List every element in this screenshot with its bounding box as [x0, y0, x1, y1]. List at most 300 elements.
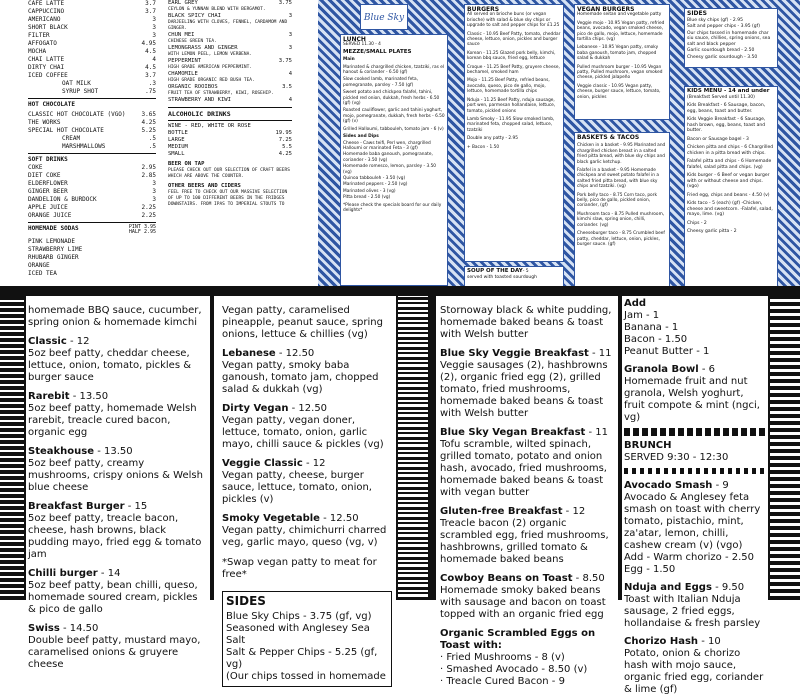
coffee-item-row — [28, 24, 156, 32]
blue-sky-logo — [360, 4, 408, 30]
burger-entry-price: - 13.50 — [94, 446, 133, 457]
soft-drink-item-row — [28, 204, 156, 212]
breakfast-entry — [440, 427, 616, 499]
vegan-entry-title — [222, 458, 392, 470]
lunch-title: LUNCH — [343, 36, 366, 43]
kids-sub: (Breakfast Served until 11.30) — [687, 94, 755, 100]
soft-drink-item-row — [28, 188, 156, 196]
breakfast-entry-desc: Homemade smoky baked beans with sausage and bacon on toast topped with an organic fried egg — [440, 585, 606, 620]
coffee-item-row — [28, 16, 156, 24]
vegan-entry-price: - 12.50 — [288, 403, 328, 414]
soft-drink-item-price: 3 — [152, 180, 156, 187]
kids-title: KIDS MENU - 14 and under — [687, 88, 770, 94]
specials-note: *Please check the specials board for our daily delights* — [343, 202, 442, 213]
breakfast-page-col3 — [436, 296, 618, 687]
tea-note: WITH LEMON PEEL, LEMON VERBENA. — [168, 52, 252, 57]
brunch-entry-name: Chorizo Hash — [624, 636, 699, 647]
burger-item: Lamb Smoky - 11.95 Slow smoked lamb, marinated feta, chopped salad, lettuce, tzatziki — [467, 116, 555, 133]
coffee-item-price: 3 — [152, 24, 156, 31]
burger-item: + Bacon - 1.50 — [467, 144, 500, 150]
coffee-item-row — [28, 48, 156, 56]
soup-price: - 5 — [522, 269, 529, 274]
burger-entry — [28, 623, 208, 671]
breakfast-entry-title — [440, 573, 616, 585]
vegan-entry-title — [222, 348, 392, 360]
tea-note: CEYLON & YUNNAN BLEND WITH BERGAMOT. — [168, 7, 266, 12]
tea-row — [168, 84, 292, 91]
soft-drink-item-row — [28, 164, 156, 172]
side-item: Blue sky chips (gf) - 2.95 — [687, 17, 743, 23]
vegan-entry-price: - 12.50 — [319, 513, 359, 524]
brunch-sub: SERVED 9:30 - 12:30 — [624, 452, 729, 463]
side-item: Salt and pepper chips - 3.95 (gf) — [687, 24, 761, 29]
brunch-entry-desc: Avocado & Anglesey feta smash on toast with cherry tomato, pistachio, mint, za'atar, lemon, chilli, cashew cream (v) (vgo) Add - Warm chorizo - 2.50 Egg - 1.50 — [624, 492, 761, 575]
hot-chocolate-item-label: CLASSIC HOT CHOCOLATE (VGO) — [28, 111, 126, 118]
brunch-list — [624, 480, 766, 696]
baskets-title: BASKETS & TACOS — [577, 134, 640, 141]
col2-side-line: (Our chips tossed in homemade — [226, 671, 386, 682]
hot-chocolate-extra-label: CREAM — [62, 135, 81, 142]
soft-drink-item-price: 2.25 — [141, 204, 156, 211]
soft-drinks-list — [28, 164, 156, 220]
hot-chocolate-item-price: 3.65 — [141, 111, 156, 118]
mezze-main-title: Main — [343, 57, 355, 63]
homemade-sodas-title: HOMEMADE SODAS — [28, 225, 79, 232]
soft-drink-item-label: GINGER BEER — [28, 188, 68, 195]
soft-drink-item-row — [28, 212, 156, 220]
coffee-item-row — [28, 0, 156, 8]
soft-drink-item-label: DANDELION & BURDOCK — [28, 196, 97, 203]
tea-name: LEMONGRASS AND GINGER — [168, 45, 238, 51]
wine-list — [168, 130, 292, 158]
burger-entry-desc: Double beef patty, mustard mayo, caramelised onions & gruyere cheese — [28, 635, 201, 670]
mezze-list — [343, 65, 445, 132]
breakfast-entry-price: - 12 — [562, 506, 586, 517]
side-item: Garlic sourdough bread - 2.50 — [687, 48, 755, 53]
brunch-divider — [624, 428, 766, 436]
col2-side-line: Seasoned with Anglesey Sea Salt — [226, 623, 370, 646]
coffee-extra-price: .75 — [145, 88, 156, 95]
burgers-intro: All served on brioche buns (or vegan brioche) with salad & blue sky chips or upgrade to salt and pepper chips for £1.25 — [467, 12, 560, 29]
col2-side-line: Blue Sky Chips - 3.75 (gf, vg) — [226, 611, 372, 622]
burger-entry-desc: 5oz beef patty, treacle bacon, cheese, hash browns, black pudding mayo, fried egg & tomato jam — [28, 513, 202, 560]
coffee-item-label: CHAI LATTE — [28, 56, 65, 63]
tea-note: CHINESE GREEN TEA. — [168, 39, 217, 44]
soft-drinks-title: SOFT DRINKS — [28, 156, 68, 163]
coffee-item-label: FILTER — [28, 32, 50, 39]
brunch-entry-name: Avocado Smash — [624, 480, 713, 491]
vegan-burgers-title: VEGAN BURGERS — [577, 6, 635, 13]
hot-chocolate-item-label: SPECIAL HOT CHOCOLATE — [28, 127, 104, 134]
basket-item: Pork belly taco - 8.75 Corn taco, pork belly, pico de gallo, pickled onion, coriander, (gf) — [577, 192, 657, 209]
tea-price: 3 — [288, 13, 292, 19]
mezze-item: Sweet potato and chickpea falafel, tahini, pickled red onion, dukkah, fresh herbs - 6.50 (gf) (vg) — [343, 90, 440, 107]
sides-list — [687, 18, 775, 61]
coffee-extra-row — [62, 88, 156, 96]
mezze-item: Marinated & chargrilled chicken, tzatziki, ras el hanout & coriander - 6.50 (gf) — [343, 64, 445, 76]
kids-item: Kids Veggie Breakfast - 6 Sausage, hash brown, egg, beans, toast and butter. — [687, 117, 766, 133]
brunch-entry — [624, 582, 766, 630]
coffee-extras — [28, 80, 156, 96]
coffee-item-price: 4.5 — [145, 48, 156, 55]
hot-chocolate-title: HOT CHOCOLATE — [28, 101, 75, 108]
burger-item: Classic - 10.95 Beef Patty, tomato, cheddar cheese, lettuce, onion, pickles and burger sauce — [467, 31, 561, 48]
soft-drink-item-label: ELDERFLOWER — [28, 180, 68, 187]
side-item: Cheesy garlic sourdough - 3.50 — [687, 54, 758, 60]
burger-item: Mojo - 11.25 Beef Patty, refried beans, avocado, queso, pico de gallo, mojo, lettuce, homemade tortilla chips — [467, 78, 550, 95]
soda-item: PINK LEMONADE — [28, 238, 75, 245]
kids-item: Kids Breakfast - 6 Sausage, bacon, egg, beans, toast and butter. — [687, 103, 766, 114]
hot-chocolate-extra-label: MARSHMALLOWS — [62, 143, 106, 150]
baskets-list — [577, 143, 667, 247]
wine-item-label: SMALL — [168, 151, 185, 157]
breakfast-entry-desc: Veggie sausages (2), hashbrowns (2), organic fried egg (2), grilled tomato, fried mushrooms, homemade baked beans & toast with Welsh butter — [440, 360, 608, 419]
burger-entry-title — [28, 446, 208, 458]
burger-entry — [28, 336, 208, 384]
coffee-item-label: ICED COFFEE — [28, 72, 68, 79]
burger-entry-name: Rarebit — [28, 391, 70, 402]
dip-item: Marinated peppers - 2.50 (vg) — [343, 182, 408, 188]
logo-text: Blue Sky — [363, 13, 405, 23]
burgers-list — [467, 32, 561, 150]
tea-name: EARL GREY — [168, 0, 198, 6]
coffee-item-label: SHORT BLACK — [28, 24, 68, 31]
tea-price: 3 — [288, 32, 292, 38]
tea-name: CHUN MEI — [168, 32, 195, 38]
burger-entry-title — [28, 623, 208, 635]
breakfast-entry-title — [440, 628, 616, 652]
hot-chocolate-list — [28, 111, 156, 135]
vegan-entry-name: Lebanese — [222, 348, 276, 359]
tea-price: 4 — [288, 71, 292, 77]
burger-item: Double any patty - 2.95 — [467, 136, 518, 142]
soft-drink-item-price: 3 — [152, 188, 156, 195]
tea-price: 3.75 — [278, 0, 292, 6]
soda-item: RHUBARB GINGER — [28, 254, 79, 261]
coffee-item-row — [28, 32, 156, 40]
add-item: Banana - 1 — [624, 322, 679, 333]
burger-entry — [28, 501, 208, 561]
burger-entry-title — [28, 336, 208, 348]
brunch-entry-title — [624, 636, 766, 648]
soft-drink-item-label: APPLE JUICE — [28, 204, 68, 211]
burger-entry — [28, 391, 208, 439]
lunch-card — [340, 34, 448, 286]
tea-note: DARJEELING WITH CLOVES, FENNEL, CARDAMOM AND GINGER. — [168, 20, 288, 31]
vegan-entry-desc: Vegan patty, cheese, burger sauce, lettuce, tomato, onion, pickles (v) — [222, 470, 372, 505]
breakfast-entry-title — [440, 506, 616, 518]
tea-list — [168, 0, 292, 104]
add-item: Peanut Butter - 1 — [624, 346, 710, 357]
baskets-card — [574, 132, 670, 292]
breakfast-entry — [440, 348, 616, 420]
sides-card — [684, 8, 778, 68]
vegan-burger-item: Pulled mushroom burger - 10.95 Vegan patty, Pulled mushroom, vegan smoked cheese, pickled jalapeño — [577, 64, 663, 81]
tea-price: 4 — [288, 97, 292, 103]
dip-item: Quinoa tabbouleh - 3.50 (vg) — [343, 175, 406, 181]
alcohol-title: ALCOHOLIC DRINKS — [168, 110, 231, 118]
vegan-burgers-card — [574, 4, 670, 120]
dip-item: Homemade romesco, lemon, parsley - 3.50 (vg) — [343, 164, 437, 175]
vegan-entry — [222, 348, 392, 396]
tea-note: FRUIT TEA OF STRAWBERRY, KIWI, ROSEHIP. — [168, 91, 274, 96]
burgers-title: BURGERS — [467, 6, 500, 13]
hot-chocolate-item-row — [28, 127, 156, 135]
wine-item-price: 4.25 — [278, 151, 292, 157]
brunch-entry-price: - 9.50 — [711, 582, 745, 593]
brunch-entry-title — [624, 480, 766, 492]
wine-item-price: 7.25 — [278, 137, 292, 143]
burger-entry-desc: 5oz beef patty, bean chilli, queso, homemade soured cream, pickles & pico de gallo — [28, 580, 198, 615]
vegan-entry-price: - 12 — [302, 458, 326, 469]
drinks-menu-panel — [28, 0, 156, 277]
dip-item: Cheese - Caws teifi, Perl wen, chargrilled Halloumi or marinated Feta - 3 (gf) — [343, 140, 431, 151]
burger-entry-title — [28, 568, 208, 580]
kids-list — [687, 103, 775, 235]
coffee-item-label: MOCHA — [28, 48, 47, 55]
tea-row — [168, 58, 292, 65]
brunch-entry-title — [624, 582, 766, 594]
soft-drink-item-label: DIET COKE — [28, 172, 61, 179]
soft-drink-item-row — [28, 180, 156, 188]
soda-item: STRAWBERRY LIME — [28, 246, 83, 253]
breakfast-entry — [440, 628, 616, 688]
tea-name: STRAWBERRY AND KIWI — [168, 97, 231, 103]
kids-item: Bacon or Sausage bagel - 3 — [687, 136, 749, 142]
mezze-item: Slow cooked lamb, marinated feta, pomegranate, parsley - 7.50 (gf) — [343, 77, 418, 88]
coffee-item-row — [28, 8, 156, 16]
brunch-entry — [624, 636, 766, 696]
coffee-extra-label: OAT MILK — [62, 80, 91, 87]
burgers-card — [464, 4, 564, 262]
tea-row — [168, 32, 292, 39]
hot-chocolate-item-row — [28, 119, 156, 127]
breakfast-entry-name: Blue Sky Veggie Breakfast — [440, 348, 589, 359]
tribal-border-left — [0, 296, 24, 600]
coffee-item-label: CAFE LATTE — [28, 0, 65, 7]
vegan-entry-name: Dirty Vegan — [222, 403, 289, 414]
burger-entry-price: - 12 — [66, 336, 90, 347]
add-item: Jam - 1 — [624, 310, 660, 321]
brunch-title: BRUNCH — [624, 440, 672, 451]
coffee-list — [28, 0, 156, 80]
burger-entry-price: - 14 — [97, 568, 121, 579]
breakfast-entry-price: - 8.50 — [572, 573, 605, 584]
vegan-burgers-intro: Homemade seitan and vegetable patty — [577, 12, 662, 18]
granola-name: Granola Bowl — [624, 364, 699, 375]
dips-list — [343, 141, 445, 201]
kids-item: Kids taco - 5 (each) (gf) -Chicken, cheese and sweetcorn. -Falafel, salad, mayo, lime. (vg) — [687, 201, 773, 217]
soda-item: ICED TEA — [28, 270, 57, 277]
coffee-item-row — [28, 64, 156, 72]
tea-name: CHAMOMILE — [168, 71, 198, 77]
vegan-burgers-list — [577, 21, 667, 100]
coffee-item-price: 3 — [152, 32, 156, 39]
tea-name: BLACK SPICY CHAI — [168, 13, 221, 19]
vegan-burger-item: Lebanese - 10.95 Vegan patty, smoky baba ganoush, tomato jam, chopped salad & dukkah — [577, 45, 659, 62]
basket-item: Chicken in a basket - 9.95 Marinated and chargrilled chicken breast in a salted fried pitta bread, with blue sky chips and black garlic ketchup. — [577, 143, 666, 165]
beer-note: PLEASE CHECK OUT OUR SELECTION OF CRAFT BEERS WHICH ARE ABOVE THE COUNTER. — [168, 168, 290, 179]
kids-item: Chicken pitta and chips - 6 Chargrilled chicken in a pitta bread with chips. — [687, 145, 774, 156]
tea-alcohol-panel — [168, 0, 292, 270]
add-title: Add — [624, 298, 647, 309]
burger-entry-name: Chilli burger — [28, 568, 98, 579]
burger-item: Nduja - 11.25 Beef Patty, nduja sausage, port wen, parmesan hollandaise, lettuce, tomato, pickled onions — [467, 97, 556, 114]
hot-chocolate-extra-price: .5 — [148, 135, 156, 142]
add-list — [624, 310, 766, 358]
add-item: Bacon - 1.50 — [624, 334, 688, 345]
sodas-list — [28, 238, 156, 278]
brunch-entry-name: Nduja and Eggs — [624, 582, 712, 593]
kids-menu-card — [684, 86, 778, 294]
dip-item: Pitta bread - 2.50 (vg) — [343, 195, 391, 201]
wine-item-price: 19.95 — [275, 130, 292, 136]
burger-entry-desc: 5oz beef patty, creamy mushrooms, crispy onions & Welsh blue cheese — [28, 458, 203, 493]
beer-heading: BEER ON TAP — [168, 161, 205, 167]
soft-drink-item-label: ORANGE JUICE — [28, 212, 72, 219]
tea-price: 3.5 — [282, 84, 292, 90]
burger-entry-price: - 13.50 — [69, 391, 109, 402]
tea-note: HIGH GRADE ORGANIC RED BUSH TEA. — [168, 78, 255, 83]
burger-entry-name: Swiss — [28, 623, 60, 634]
other-beers-note: FEEL FREE TO CHECK OUT OUR MASSIVE SELECTION OF UP TO 100 DIFFERENT BEERS IN THE FRIDGES DOWNSTAIRS. FROM IPAS TO IMPERIAL STOUTS TO — [168, 190, 288, 207]
soup-title: SOUP OF THE DAY — [467, 268, 523, 274]
col1-list — [28, 305, 208, 671]
granola-price: - 6 — [698, 364, 716, 375]
other-beers-heading: OTHER BEERS AND CIDERS — [168, 183, 241, 189]
breakfast-entry-title — [440, 348, 616, 360]
soft-drink-item-row — [28, 172, 156, 180]
vegan-entry — [222, 305, 392, 341]
breakfast-entry — [440, 305, 616, 341]
soda-item: ORANGE — [28, 262, 50, 269]
coffee-extra-label: SYRUP SHOT — [62, 88, 99, 95]
coffee-item-price: 3.7 — [145, 72, 156, 79]
breakfast-entry-name: Gluten-free Breakfast — [440, 506, 563, 517]
wine-item-label: MEDIUM — [168, 144, 188, 150]
tea-name: ORGANIC ROOIBOS — [168, 84, 218, 90]
vegan-burger-item: Veggie classic - 10.95 Vegan patty, cheese, burger sauce, lettuce, tomato, onion, pickles — [577, 83, 661, 100]
burger-entry-name: Classic — [28, 336, 67, 347]
breakfast-entry-price: - 11 — [585, 427, 609, 438]
vegan-entry-desc: Vegan patty, caramelised pineapple, peanut sauce, spring onions, lettuce & chillies (vg) — [222, 305, 383, 340]
wine-item-price: 5.5 — [282, 144, 292, 150]
vegan-page-col2 — [214, 296, 396, 682]
coffee-item-price: 3 — [152, 16, 156, 23]
kids-item: Fried egg, chips and beans - 4.50 (v) — [687, 192, 770, 198]
sides-box — [222, 591, 392, 687]
vegan-entry-desc: Vegan patty, chimichurri charred veg, garlic mayo, queso (vg, v) — [222, 525, 387, 548]
breakfast-entry — [440, 506, 616, 566]
burgers-page-col1 — [26, 296, 210, 670]
vegan-entry-price: - 12.50 — [275, 348, 315, 359]
coffee-item-row — [28, 72, 156, 80]
coffee-item-label: DIRTY CHAI — [28, 64, 65, 71]
breakfast-entry-desc: Tofu scramble, wilted spinach, grilled tomato, potato and onion hash, avocado, fried mushrooms, homemade baked beans & toast with vegan butter — [440, 439, 607, 498]
hot-chocolate-item-price: 5.25 — [141, 127, 156, 134]
mezze-item: Grilled Halloumi, tabbouleh, tomato jam - 6 (v) — [343, 126, 444, 132]
burger-entry-title — [28, 501, 208, 513]
burger-entry-name: Breakfast Burger — [28, 501, 125, 512]
col2-list — [222, 305, 392, 549]
lunch-sub: SERVED 11.30 - 4 — [343, 42, 381, 48]
kids-item: Kids burger - 6 Beef or vegan burger with or without cheese and chips. (vgo) — [687, 173, 770, 189]
brunch-divider-2 — [624, 468, 766, 474]
sodas-prices: PINT 3.95 HALF 2.95 — [128, 224, 156, 235]
brunch-page-col4 — [622, 296, 768, 695]
coffee-item-price: 3.7 — [145, 0, 156, 7]
burger-entry-title — [28, 391, 208, 403]
wine-item-row — [168, 137, 292, 144]
swap-note: *Swap vegan patty to meat for free* — [222, 557, 377, 580]
tea-note: HIGH GRADE AMERICAN PEPPERMINT. — [168, 65, 252, 70]
vegan-entry-name: Veggie Classic — [222, 458, 303, 469]
wine-item-row — [168, 130, 292, 137]
tea-row — [168, 97, 292, 104]
tea-price: 3.75 — [278, 58, 292, 64]
kids-item: Falafel pitta and chips - 6 Homemade falafel, salad pitta and chips. (vg) — [687, 159, 772, 170]
basket-item: Falafel in a basket - 9.95 Homemade chickpea and sweet potato falafel in a salted fried pitta bread, with blue sky chips and tzatziki. (vg) — [577, 168, 659, 190]
breakfast-entry-desc: · Fried Mushrooms - 8 (v) · Smashed Avocado - 8.50 (v) · Treacle Cured Bacon - 9 — [440, 652, 588, 687]
burger-entry-desc: 5oz beef patty, homemade Welsh rarebit, treacle cured bacon, organic egg — [28, 403, 197, 438]
breakfast-entry-name: Blue Sky Vegan Breakfast — [440, 427, 586, 438]
breakfast-entry-name: Organic Scrambled Eggs on Toast with: — [440, 628, 596, 651]
wine-heading: WINE - RED, WHITE OR ROSE — [168, 123, 251, 129]
tribal-border-right — [770, 296, 800, 600]
coffee-item-label: AMERICANO — [28, 16, 61, 23]
soft-drink-item-row — [28, 196, 156, 204]
vegan-entry-title — [222, 403, 392, 415]
side-item: Our chips tossed in homemade char siu sauce, chillies, spring onions, sea salt and black pepper — [687, 30, 771, 47]
vegan-entry — [222, 458, 392, 506]
burger-item: Korean - 11.25 Glazed pork belly, kimchi, korean bbq sauce, fried egg, lettuce — [467, 50, 556, 62]
granola-desc: Homemade fruit and nut granola, Welsh yoghurt, fruit compote & mint (ngci, vg) — [624, 376, 760, 423]
tea-row — [168, 71, 292, 78]
breakfast-entry-price: - 11 — [588, 348, 612, 359]
coffee-item-label: CAPPUCCINO — [28, 8, 65, 15]
breakfast-entry-name: Cowboy Beans on Toast — [440, 573, 573, 584]
burger-entry — [28, 446, 208, 494]
col3-list — [440, 305, 616, 688]
burger-entry — [28, 568, 208, 616]
brunch-entry-desc: Potato, onion & chorizo hash with mojo sauce, organic fried egg, coriander & lime (gf) — [624, 648, 764, 695]
hot-chocolate-item-label: THE WORKS — [28, 119, 61, 126]
hot-chocolate-extra-row — [62, 135, 156, 143]
soft-drink-item-price: 3 — [152, 196, 156, 203]
wine-item-row — [168, 151, 292, 158]
burger-entry-price: - 15 — [124, 501, 148, 512]
wine-item-label: LARGE — [168, 137, 185, 143]
burger-entry-name: Steakhouse — [28, 446, 95, 457]
burger-entry — [28, 305, 208, 329]
soft-drink-item-price: 2.85 — [141, 172, 156, 179]
hot-chocolate-item-row — [28, 111, 156, 119]
basket-item: Mushroom taco - 8.75 Pulled mushroom, kimchi slaw, spring onion, chilli, coriander. (vg) — [577, 211, 665, 228]
sides-title: SIDES — [687, 10, 707, 17]
tea-row — [168, 0, 292, 7]
vegan-entry-desc: Vegan patty, vegan doner, lettuce, tomato, onion, garlic mayo, chilli sauce & pickles (vg) — [222, 415, 384, 450]
breakfast-entry-desc: Stornoway black & white pudding, homemade baked beans & toast with Welsh butter — [440, 305, 612, 340]
tea-row — [168, 45, 292, 52]
vegan-entry — [222, 513, 392, 549]
coffee-extra-row — [62, 80, 156, 88]
vegan-entry-desc: Vegan patty, smoky baba ganoush, tomato jam, chopped salad & dukkah (vg) — [222, 360, 379, 395]
coffee-item-price: 4.5 — [145, 64, 156, 71]
col2-side-line: Salt & Pepper Chips - 5.25 (gf, vg) — [226, 647, 378, 670]
coffee-item-price: 4 — [152, 56, 156, 63]
hot-chocolate-extras — [28, 135, 156, 151]
brunch-entry-desc: Toast with Italian Nduja sausage, 2 fried eggs, hollandaise & fresh parsley — [624, 594, 761, 629]
